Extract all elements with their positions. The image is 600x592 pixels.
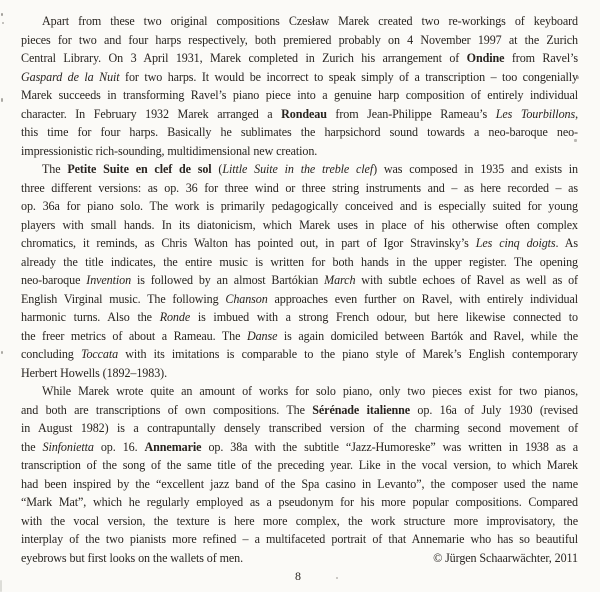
- text-segment: Apart from these two original compositions Czesław Marek created two re-workings of keyboard: [42, 14, 578, 28]
- text-segment: ) was composed in 1935 and exists in: [373, 162, 578, 176]
- text-segment: Sérénade italienne: [312, 402, 411, 417]
- text-segment: interplay of the two pianists more refined – a multifaceted portrait of that Annemarie who has so beautiful: [21, 532, 578, 546]
- text-segment: is imbued with a strong French odour, but here likewise connected to: [190, 310, 579, 324]
- text-segment: Les Tourbillons: [495, 106, 576, 121]
- text-segment: this time for four harps. Basically he sublimates the harpsichord sound towards a neo-baroque neo-: [21, 125, 578, 139]
- text-line: [21, 308, 578, 327]
- text-line: [21, 160, 578, 179]
- text-segment: op. 36a for piano solo. The work is primarily pedagogically conceived and is especially suited for young: [21, 199, 578, 213]
- text-line: [21, 49, 578, 68]
- text-segment: Annemarie: [144, 439, 202, 454]
- text-line: [21, 123, 578, 142]
- text-line: [21, 419, 578, 438]
- text-line: [21, 253, 578, 272]
- text-segment: Les cinq doigts: [475, 236, 556, 250]
- text-segment: the: [21, 439, 43, 454]
- text-segment: Marek succeeds in transforming Ravel’s piano piece into a genuine harp composition of entirely individual: [21, 88, 578, 102]
- scan-artifact: [1, 98, 3, 102]
- text-segment: already the title indicates, the entire music is written for both hands in the upper register. The opening: [21, 254, 579, 269]
- text-segment: concluding: [21, 347, 81, 361]
- text-line: [21, 290, 578, 309]
- text-segment: harmonic turns. Also the: [21, 310, 160, 324]
- scan-artifact: [2, 22, 4, 24]
- text-segment: pieces for two and four harps respectively, both premiered probably on 4 November 1997 at the Zurich: [21, 32, 578, 47]
- text-line: [21, 179, 578, 198]
- text-segment: with subtle echoes of Ravel as well as of: [355, 273, 578, 287]
- text-segment: character. In February 1932 Marek arranged a: [21, 106, 282, 121]
- text-line: [21, 68, 578, 87]
- text-segment: ,: [575, 106, 579, 121]
- text-line: [21, 271, 578, 290]
- scan-artifact: [576, 76, 579, 79]
- text-line: [21, 12, 578, 31]
- text-segment: Sinfonietta: [42, 439, 94, 454]
- text-line: [21, 493, 578, 512]
- text-segment: While Marek wrote quite an amount of works for solo piano, only two pieces exist for two pianos,: [42, 384, 578, 398]
- text-line: [21, 345, 578, 364]
- text-line: [21, 327, 578, 346]
- text-segment: neo-baroque: [21, 273, 87, 287]
- text-line: [21, 105, 578, 124]
- text-line: [21, 234, 578, 253]
- text-segment: in August 1982) is a contrapuntally densely transcribed version of the charming second movement of: [21, 421, 578, 435]
- text-line: [21, 86, 578, 105]
- scan-artifact: [574, 139, 577, 142]
- text-segment: op. 16.: [93, 439, 145, 454]
- text-segment: had been inspired by the “excellent jazz band of the Spa casino in Levanto”, the composer used the name: [21, 476, 578, 491]
- page-number: 8: [295, 569, 301, 583]
- text-segment: for two harps. It would be incorrect to speak simply of a transcription – too congenially: [119, 69, 578, 84]
- page-text: [21, 12, 578, 567]
- text-segment: is followed by an almost Bartókian: [131, 273, 325, 287]
- text-segment: op. 16a of July 1930 (revised: [410, 402, 578, 417]
- text-segment: is again domiciled between Bartók and Ravel, while the: [277, 328, 579, 343]
- text-segment: and both are transcriptions of own compositions. The: [21, 402, 313, 417]
- text-line: [21, 382, 578, 401]
- text-segment: Little Suite in the treble clef: [222, 162, 374, 176]
- copyright-credit: © Jürgen Schaarwächter, 2011: [433, 550, 578, 565]
- scan-artifact: [0, 580, 2, 592]
- text-segment: the freer metrics of about a Rameau. The: [21, 328, 247, 343]
- text-line: [21, 197, 578, 216]
- text-segment: Invention: [86, 273, 132, 287]
- text-segment: The: [42, 162, 68, 176]
- text-line: [21, 401, 578, 420]
- text-segment: with the vocal version, the texture is here more complex, the work structure more improvisatory, the: [21, 513, 578, 528]
- text-line: [21, 530, 578, 549]
- text-segment: from Jean-Philippe Rameau’s: [326, 106, 496, 121]
- paragraph: [21, 12, 578, 160]
- text-segment: from Ravel’s: [504, 51, 579, 65]
- text-segment: Ronde: [159, 310, 191, 324]
- paragraph: [21, 160, 578, 382]
- text-segment: chromatics, it reminds, as Chris Walton has pointed out, in part of Igor Stravinsky’s: [21, 236, 476, 250]
- scan-artifact: [336, 577, 338, 579]
- text-segment: Petite Suite en clef de sol: [67, 162, 212, 176]
- text-segment: Herbert Howells (1892–1983).: [21, 365, 167, 380]
- text-segment: “Mark Mat”, which he regularly employed as a pseudonym for his more popular compositions. Compared: [21, 495, 578, 509]
- text-segment: impressionistic rich-sounding, multidimensional new creation.: [21, 143, 318, 158]
- scan-artifact: [1, 351, 3, 354]
- text-segment: March: [324, 273, 356, 287]
- text-segment: op. 38a with the subtitle “Jazz-Humoreske” was written in 1938 as a: [201, 439, 579, 454]
- text-segment: three different versions: as op. 36 for three wind or three string instruments and – as here recorded – as: [21, 180, 578, 195]
- text-segment: players with small hands. In its diatonicism, which Marek uses in place of his otherwise often complex: [21, 217, 578, 232]
- text-segment: (: [211, 162, 223, 176]
- text-line: [21, 31, 578, 50]
- text-segment: Danse: [246, 328, 278, 343]
- text-segment: approaches even further on Ravel, with entirely individual: [267, 291, 578, 306]
- text-line: [21, 142, 578, 161]
- text-segment: eyebrows but first looks on the wallets of men.: [21, 550, 244, 565]
- text-segment: transcription of the song of the same title of the preceding year. Like in the vocal version, to which Marek: [21, 458, 578, 472]
- text-segment: Chanson: [225, 291, 268, 306]
- text-segment: . As: [555, 236, 578, 250]
- text-line: [21, 512, 578, 531]
- text-segment: Rondeau: [281, 106, 327, 121]
- text-line: [21, 438, 578, 457]
- paragraph: [21, 382, 578, 567]
- text-segment: Ondine: [466, 51, 505, 65]
- text-line: [21, 456, 578, 475]
- text-segment: with its imitations is comparable to the piano style of Marek’s English contemporary: [118, 347, 578, 361]
- text-segment: Gaspard de la Nuit: [21, 69, 120, 84]
- text-segment: Toccata: [80, 347, 119, 361]
- text-line: [21, 216, 578, 235]
- text-line: [21, 364, 578, 383]
- text-segment: English Virginal music. The following: [21, 291, 226, 306]
- scan-artifact: [1, 13, 3, 16]
- text-segment: Central Library. On 3 April 1931, Marek completed in Zurich his arrangement of: [21, 51, 467, 65]
- text-line: [21, 475, 578, 494]
- scan-artifact: [572, 228, 574, 230]
